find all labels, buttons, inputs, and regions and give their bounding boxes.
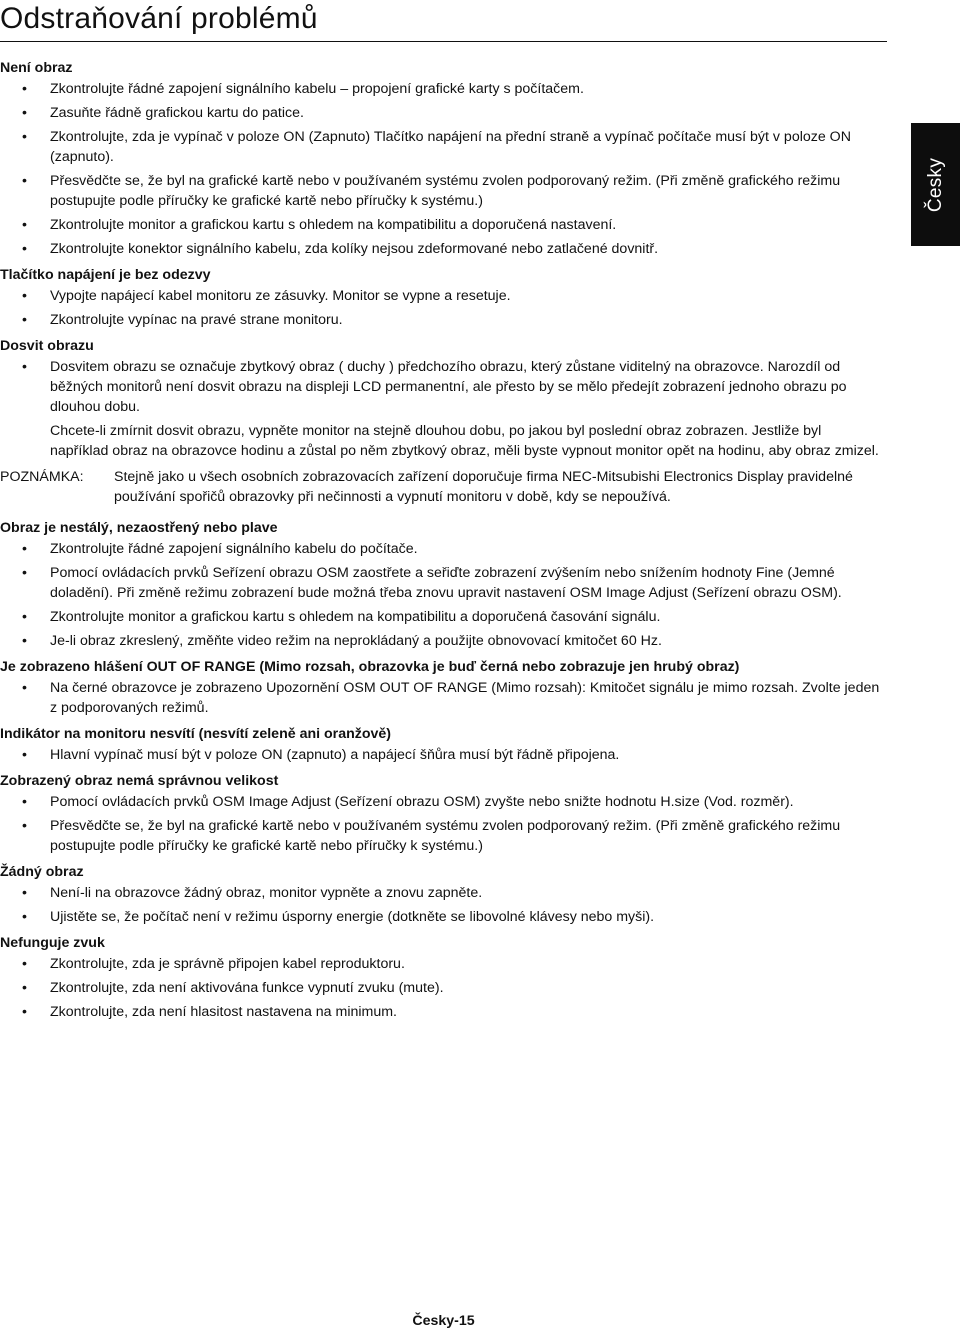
section-power-button [0,265,880,330]
list-item [0,310,880,330]
section-heading: Obraz je nestálý, nezaostřený nebo plave [0,520,278,536]
bullet-icon: • [22,1004,27,1020]
section-wrong-size [0,771,880,856]
list-item [0,127,880,167]
bullet-icon: • [22,217,27,233]
list-item [0,79,880,99]
list-item [0,792,880,812]
section-no-picture [0,58,880,259]
bullet-icon: • [22,565,27,581]
list-item-text: Pomocí ovládacích prvků OSM Image Adjust (Seřízení obrazu OSM) zvyšte nebo snižte hodnotu H.size (Vod. rozměr). [50,794,794,810]
list-item [0,103,880,123]
list-item [0,239,880,259]
list-item-text: Zkontrolujte, zda není aktivována funkce vypnutí zvuku (mute). [50,980,444,996]
bullet-list [0,357,880,417]
bullet-icon: • [22,956,27,972]
bullet-list [0,79,880,259]
list-item-text: Přesvědčte se, že byl na grafické kartě nebo v používaném systému zvolen podporovaný režim. (Při změně grafického režimu postupujte podle příručky ke grafické kartě nebo příručky k systému.) [50,173,841,209]
note-label: POZNÁMKA: [0,469,84,485]
list-item [0,286,880,306]
bullet-list [0,678,880,718]
section-heading: Není obraz [0,60,73,76]
section-no-image [0,862,880,927]
section-heading: Dosvit obrazu [0,338,94,354]
section-heading: Zobrazený obraz nemá správnou velikost [0,773,279,789]
bullet-icon: • [22,288,27,304]
list-item-text: Zkontrolujte monitor a grafickou kartu s ohledem na kompatibilitu a doporučená nastavení. [50,217,617,233]
list-item-text: Zkontrolujte řádné zapojení signálního kabelu do počítače. [50,541,418,557]
bullet-icon: • [22,885,27,901]
bullet-list [0,539,880,651]
list-item [0,678,880,718]
page-number: Česky-15 [412,1313,475,1329]
bullet-icon: • [22,359,27,375]
list-item [0,215,880,235]
bullet-icon: • [22,129,27,145]
page-title: Odstraňování problémů [0,2,318,35]
bullet-icon: • [22,81,27,97]
list-item [0,1002,880,1022]
document-body [0,58,880,1028]
list-item-text: Zkontrolujte, zda je vypínač v poloze ON (Zapnuto) Tlačítko napájení na přední straně a vypínač počítače musí být v poloze ON (zapnuto). [50,129,851,165]
list-item-text: Není-li na obrazovce žádný obraz, monitor vypněte a znovu zapněte. [50,885,483,901]
list-item [0,563,880,603]
list-item [0,816,880,856]
list-item-text: Hlavní vypínač musí být v poloze ON (zapnuto) a napájecí šňůra musí být řádně připojena. [50,747,620,763]
section-heading: Tlačítko napájení je bez odezvy [0,267,211,283]
bullet-icon: • [22,980,27,996]
list-item [0,907,880,927]
list-item-text: Zkontrolujte, zda není hlasitost nastavena na minimum. [50,1004,397,1020]
section-heading: Je zobrazeno hlášení OUT OF RANGE (Mimo rozsah, obrazovka je buď černá nebo zobrazuje jen hrubý obraz) [0,659,740,675]
list-item-text: Zkontrolujte vypínac na pravé strane monitoru. [50,312,343,328]
paragraph: Chcete-li zmírnit dosvit obrazu, vypněte monitor na stejně dlouhou dobu, po jakou byl poslední obraz zobrazen. Jestliže byl například obraz na obrazovce hodinu a zůstal po něm zbytkový obraz, měli byste vypnout monitor opět na hodinu, aby obraz zmizel. [50,423,879,459]
bullet-icon: • [22,909,27,925]
bullet-icon: • [22,818,27,834]
list-item [0,883,880,903]
bullet-list [0,883,880,927]
list-item [0,357,880,417]
list-item [0,539,880,559]
bullet-icon: • [22,241,27,257]
section-no-sound [0,933,880,1022]
list-item-text: Zkontrolujte řádné zapojení signálního kabelu – propojení grafické karty s počítačem. [50,81,584,97]
list-item-text: Dosvitem obrazu se označuje zbytkový obraz ( duchy ) předchozího obrazu, který zůstane viditelný na obrazovce. Narozdíl od běžných monitorů není dosvit obrazu na displeji LCD permanentní, ale přesto by se mělo předejít zobrazení jednoho obrazu po dlouhou dobu. [50,359,847,415]
bullet-list [0,792,880,856]
list-item [0,631,880,651]
language-tab-label: Česky [924,157,946,212]
section-heading: Žádný obraz [0,864,84,880]
list-item-text: Přesvědčte se, že byl na grafické kartě nebo v používaném systému zvolen podporovaný režim. (Při změně grafického režimu postupujte podle příručky ke grafické kartě nebo příručky k systému.) [50,818,841,854]
section-indicator-off [0,724,880,765]
section-unstable-image [0,518,880,651]
list-item [0,954,880,974]
bullet-icon: • [22,173,27,189]
list-item-text: Pomocí ovládacích prvků Seřízení obrazu OSM zaostřete a seřiďte zobrazení zvýšením nebo snížením hodnoty Fine (Jemné doladění). Při změně režimu zobrazení bude možná třeba znovu upravit nastavení OSM Image Adjust (Seřízení obrazu OSM). [50,565,842,601]
bullet-icon: • [22,609,27,625]
section-heading: Nefunguje zvuk [0,935,105,951]
list-item [0,171,880,211]
list-item-text: Zkontrolujte monitor a grafickou kartu s ohledem na kompatibilitu a doporučená časování signálu. [50,609,661,625]
list-item [0,607,880,627]
bullet-icon: • [22,312,27,328]
list-item-text: Zkontrolujte, zda je správně připojen kabel reproduktoru. [50,956,405,972]
bullet-list [0,745,880,765]
section-heading: Indikátor na monitoru nesvítí (nesvítí zeleně ani oranžově) [0,726,392,742]
list-item-text: Vypojte napájecí kabel monitoru ze zásuvky. Monitor se vypne a resetuje. [50,288,511,304]
bullet-list [0,286,880,330]
list-item-text: Zkontrolujte konektor signálního kabelu, zda kolíky nejsou zdeformované nebo zatlačené dovnitř. [50,241,659,257]
list-item-text: Na černé obrazovce je zobrazeno Upozornění OSM OUT OF RANGE (Mimo rozsah): Kmitočet signálu je mimo rozsah. Zvolte jeden z podporovaných režimů. [50,680,880,716]
list-item-text: Zasuňte řádně grafickou kartu do patice. [50,105,304,121]
bullet-icon: • [22,541,27,557]
bullet-icon: • [22,680,27,696]
bullet-icon: • [22,105,27,121]
section-out-of-range [0,657,880,718]
bullet-icon: • [22,747,27,763]
note [0,467,880,507]
language-tab [911,123,960,246]
note-text: Stejně jako u všech osobních zobrazovacích zařízení doporučuje firma NEC-Mitsubishi Electronics Display pravidelné používání spořičů obrazovky při nečinnosti a vypnutí monitoru v době, kdy se nepoužívá. [114,469,853,505]
bullet-icon: • [22,794,27,810]
bullet-icon: • [22,633,27,649]
title-divider [0,41,887,42]
list-item [0,978,880,998]
list-item-text: Ujistěte se, že počítač není v režimu úsporny energie (dotkněte se libovolné klávesy nebo myši). [50,909,655,925]
section-image-persistence [0,336,880,461]
bullet-list [0,954,880,1022]
list-item-text: Je-li obraz zkreslený, změňte video režim na neprokládaný a použijte obnovovací kmitočet 60 Hz. [50,633,662,649]
list-item [0,745,880,765]
